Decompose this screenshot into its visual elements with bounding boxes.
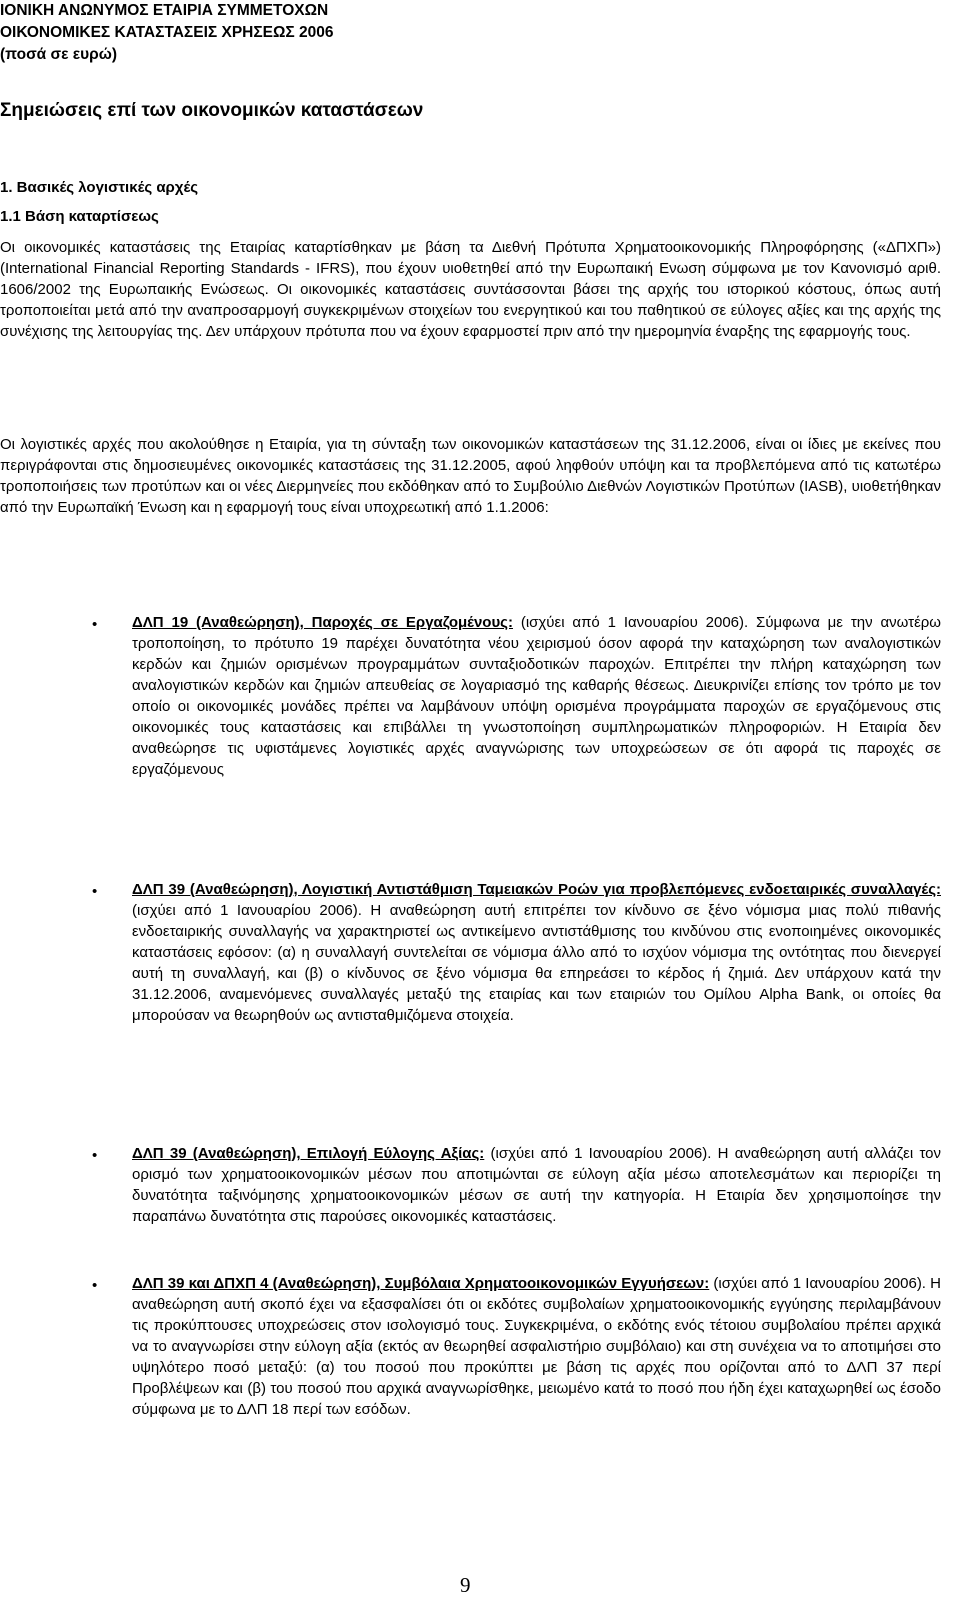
notes-title: Σημειώσεις επί των οικονομικών καταστάσεων bbox=[0, 100, 424, 121]
list-item-body: (ισχύει από 1 Ιανουαρίου 2006). Η αναθεώρηση αυτή αλλάζει τον ορισμό των χρηματοοικονομικών μέσων που αποτιμώνται σε εύλογη αξία μέσω αποτελεσμάτων και περιορίζει τη δυνατότητα ταξινόμησης χρηματοοικονομικών μέσων σε αυτή την κατηγορία. Η Εταιρία δεν χρησιμοποίησε την παραπάνω δυνατότητα στις παρούσες οικονομικές καταστάσεις. bbox=[132, 1145, 941, 1225]
list-item-text bbox=[132, 1143, 941, 1227]
list-item-heading: ΔΛΠ 39 (Αναθεώρηση), Επιλογή Εύλογης Αξίας: bbox=[132, 1145, 485, 1162]
list-item bbox=[0, 1273, 941, 1420]
bullet-icon: • bbox=[92, 1277, 98, 1294]
basis-paragraph: Οι οικονομικές καταστάσεις της Εταιρίας καταρτίσθηκαν με βάση τα Διεθνή Πρότυπα Χρηματοοικονομικής Πληροφόρησης («ΔΠΧΠ») (International Financial Reporting Standards - IFRS), που έχουν υιοθετηθεί από την Ευρωπαική Ενωση σύμφωνα με τον Κανονισμό αριθ. 1606/2002 της Ευρωπαικής Ενώσεως. Οι οικονομικές καταστάσεις συντάσσονται βάσει της αρχής του ιστορικού κόστους, όπως αυτή τροποποιείται μετά από την αναπροσαρμογή συγκεκριμένων στοιχείων του ενεργητικού και του παθητικού σε εύλογες αξίες και της αρχής της συνέχισης της λειτουργίας της. Δεν υπάρχουν πρότυπα που να έχουν εφαρμοστεί πριν από την ημερομηνία έναρξης της εφαρμογής τους. bbox=[0, 239, 941, 340]
currency-note: (ποσά σε ευρώ) bbox=[0, 46, 117, 63]
accounting-policies-paragraph: Οι λογιστικές αρχές που ακολούθησε η Εταιρία, για τη σύνταξη των οικονομικών καταστάσεων της 31.12.2006, είναι οι ίδιες με εκείνες που περιγράφονται στις δημοσιευμένες οικονομικές καταστάσεις της 31.12.2005, αφού ληφθούν υπόψη και τα προβλεπόμενα από τις κατωτέρω τροποποιήσεις των προτύπων και οι νέες Διερμηνείες που εκδόθηκαν από το Συμβούλιο Διεθνών Λογιστικών Προτύπων (IASB), υιοθετήθηκαν από την Ευρωπαϊκή Ένωση και η εφαρμογή τους είναι υποχρεωτική από 1.1.2006: bbox=[0, 436, 941, 516]
subsection-heading: 1.1 Βάση καταρτίσεως bbox=[0, 208, 159, 225]
bullet-icon: • bbox=[92, 1147, 98, 1164]
statements-title: ΟΙΚΟΝΟΜΙΚΕΣ ΚΑΤΑΣΤΑΣΕΙΣ ΧΡΗΣΕΩΣ 2006 bbox=[0, 24, 334, 41]
list-item-text bbox=[132, 1273, 941, 1420]
company-name: ΙΟΝΙΚΗ ΑΝΩΝΥΜΟΣ ΕΤΑΙΡΙΑ ΣΥΜΜΕΤΟΧΩΝ bbox=[0, 2, 329, 19]
section-heading: 1. Βασικές λογιστικές αρχές bbox=[0, 179, 199, 196]
page-number: 9 bbox=[460, 1573, 471, 1597]
bullet-icon: • bbox=[92, 616, 98, 633]
list-item-heading: ΔΛΠ 39 (Αναθεώρηση), Λογιστική Αντιστάθμιση Ταμειακών Ροών για προβλεπόμενες ενδοεταιρικές συναλλαγές: bbox=[132, 881, 941, 898]
list-item-body: (ισχύει από 1 Ιανουαρίου 2006). Σύμφωνα με την ανωτέρω τροποποίηση, το πρότυπο 19 παρέχει δυνατότητα νέου χειρισμού όσον αφορά την καταχώρηση των αναλογιστικών κερδών και ζημιών ορισμένων προγραμμάτων συνταξιοδοτικών παροχών. Επιτρέπει την πλήρη καταχώρηση των αναλογιστικών κερδών και ζημιών απευθείας σε λογαριασμό της καθαρής θέσεως. Διευκρινίζει επίσης τον τρόπο με τον οποίο οι οικονομικές μονάδες πρέπει να λαμβάνουν υπόψη ορισμένα προγράμματα παροχών σε εργαζόμενους στις οικονομικές τους καταστάσεις και επιβάλλει τη γνωστοποίηση συμπληρωματικών πληροφοριών. Η Εταιρία δεν αναθεώρησε τις υφιστάμενες λογιστικές αρχές αναγνώρισης των υποχρεώσεων σε ότι αφορά τις παροχές σε εργαζόμενους bbox=[132, 614, 941, 778]
list-item-heading: ΔΛΠ 19 (Αναθεώρηση), Παροχές σε Εργαζομένους: bbox=[132, 614, 513, 631]
list-item-body: (ισχύει από 1 Ιανουαρίου 2006). Η αναθεώρηση αυτή σκοπό έχει να εξασφαλίσει ότι οι εκδότες συμβολαίων χρηματοοικονομικής εγγύησης περιλαμβάνουν τις προκύπτουσες υποχρεώσεις στον ισολογισμό τους. Συγκεκριμένα, ο εκδότης ενός τέτοιου συμβολαίου πρέπει αρχικά να το αναγνωρίσει στην εύλογη αξία (εκτός αν θεωρηθεί ασφαλιστήριο συμβόλαιο) και στη συνέχεια να το αποτιμήσει στο υψηλότερο ποσό μεταξύ: (α) του ποσού που προκύπτει με βάση τις αρχές που ορίζονται από το ΔΛΠ 37 περί Προβλέψεων και (β) του ποσού που αρχικά αναγνωρίσθηκε, μειωμένο κατά το ποσό που ήδη έχει καταχωρηθεί ως έσοδο σύμφωνα με το ΔΛΠ 18 περί των εσόδων. bbox=[132, 1275, 941, 1418]
bullet-icon: • bbox=[92, 883, 98, 900]
list-item-body: (ισχύει από 1 Ιανουαρίου 2006). Η αναθεώρηση αυτή επιτρέπει τον κίνδυνο σε ξένο νόμισμα μιας πολύ πιθανής ενδοεταιρικής συναλλαγής να χαρακτηριστεί ως αντικείμενο αντιστάθμισης του κινδύνου στις ενοποιημένες οικονομικές καταστάσεις εφόσον: (α) η συναλλαγή συντελείται σε νόμισμα άλλο από το ισχύον νόμισμα της οντότητας που διενεργεί αυτή τη συναλλαγή, και (β) ο κίνδυνος σε ξένο νόμισμα θα επηρεάσει το κέρδος ή ζημιά. Δεν υπάρχουν κατά την 31.12.2006, αναμενόμενες συναλλαγές μεταξύ της εταιρίας και των εταιριών του Ομίλου Alpha Bank, οι οποίες θα μπορούσαν να θεωρηθούν ως αντισταθμιζόμενα στοιχεία. bbox=[132, 902, 941, 1024]
list-item-text bbox=[132, 879, 941, 1026]
list-item bbox=[0, 1143, 941, 1227]
list-item bbox=[0, 879, 941, 1026]
list-item-text bbox=[132, 612, 941, 780]
document-header bbox=[0, 0, 334, 66]
list-item-heading: ΔΛΠ 39 και ΔΠΧΠ 4 (Αναθεώρηση), Συμβόλαια Χρηματοοικονομικών Εγγυήσεων: bbox=[132, 1275, 710, 1292]
list-item bbox=[0, 612, 941, 780]
